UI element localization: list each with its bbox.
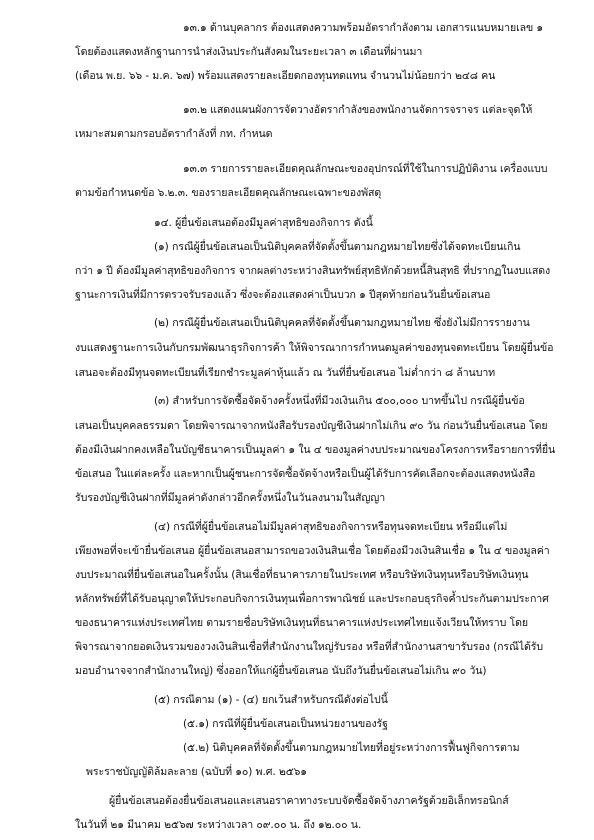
- text-line: งบประมาณที่ยื่นข้อเสนอในครั้งนั้น (สินเชื่อที่ธนาคารภายในประเทศ หรือบริษัทเงินทุนหรือบริษัทเงินทุน: [75, 569, 529, 581]
- text-line: ต้องมีเงินฝากคงเหลือในบัญชีธนาคารเป็นมูลค่า ๑ ใน ๔ ของมูลค่างบประมาณของโครงการหรือรายการที่ยื่น: [75, 444, 556, 456]
- text-line: เสนอจะต้องมีทุนจดทะเบียนที่เรียกชำระมูลค่าหุ้นแล้ว ณ วันที่ยื่นข้อเสนอ ไม่ต่ำกว่า ๘ ล้านบาท: [75, 367, 496, 379]
- text-line: ในวันที่ ๒๑ มีนาคม ๒๕๖๗ ระหว่างเวลา ๐๙.๐๐ น. ถึง ๑๒.๐๐ น.: [75, 819, 362, 831]
- text-line: โดยต้องแสดงหลักฐานการนำส่งเงินประกันสังคมในระยะเวลา ๓ เดือนที่ผ่านมา: [75, 46, 423, 58]
- text-line: (๓) สำหรับการจัดซื้อจัดจ้างครั้งหนึ่งที่มีวงเงินเกิน ๕๐๐,๐๐๐ บาทขึ้นไป กรณีผู้ยื่นข้อ: [154, 395, 525, 407]
- text-line: ข้อเสนอ ในแต่ละครั้ง และหากเป็นผู้ชนะการจัดซื้อจัดจ้างหรือเป็นผู้ได้รับการคัดเลือกจะต้องแสดงหนังสือ: [75, 468, 536, 480]
- text-line: ๑๓.๓ รายการรายละเอียดคุณลักษณะของอุปกรณ์ที่ใช้ในการปฏิบัติงาน เครื่องแบบ: [183, 163, 548, 175]
- text-line: มอบอำนาจจากสำนักงานใหญ่) ซึ่งออกให้แก่ผู้ยื่นข้อเสนอ นับถึงวันยื่นข้อเสนอไม่เกิน ๙๐ วัน): [75, 665, 487, 677]
- text-line: ผู้ยื่นข้อเสนอต้องยื่นข้อเสนอและเสนอราคาทางระบบจัดซื้อจัดจ้างภาครัฐด้วยอิเล็กทรอนิกส์: [109, 795, 509, 807]
- text-line: กว่า ๑ ปี ต้องมีมูลค่าสุทธิของกิจการ จากผลต่างระหว่างสินทรัพย์สุทธิหักด้วยหนี้สินสุทธิ ที่ปรากฏในงบแสดง: [75, 265, 551, 277]
- section-heading: ๑๔. ผู้ยื่นข้อเสนอต้องมีมูลค่าสุทธิของกิจการ ดังนี้: [154, 217, 373, 229]
- text-line: หลักทรัพย์ที่ได้รับอนุญาตให้ประกอบกิจการเงินทุนเพื่อการพาณิชย์ และประกอบธุรกิจค้ำประกันตามประกาศ: [75, 593, 549, 605]
- text-line: เพียงพอที่จะเข้ายื่นข้อเสนอ ผู้ยื่นข้อเสนอสามารถขอวงเงินสินเชื่อ โดยต้องมีวงเงินสินเชื่อ ๑ ใน ๔ ของมูลค่า: [75, 545, 550, 557]
- text-line: ของธนาคารแห่งประเทศไทย ตามรายชื่อบริษัทเงินทุนที่ธนาคารแห่งประเทศไทยแจ้งเวียนให้ทราบ โดย: [75, 617, 528, 629]
- text-line: เสนอเป็นบุคคลธรรมดา โดยพิจารณาจากหนังสือรับรองบัญชีเงินฝากไม่เกิน ๙๐ วัน ก่อนวันยื่นข้อเสนอ โดย: [75, 420, 548, 432]
- text-line: ฐานะการเงินที่มีการตรวจรับรองแล้ว ซึ่งจะต้องแสดงค่าเป็นบวก ๑ ปีสุดท้ายก่อนวันยื่นข้อเสนอ: [75, 289, 491, 301]
- text-line: (๒) กรณีผู้ยื่นข้อเสนอเป็นนิติบุคคลที่จัดตั้งขึ้นตามกฎหมายไทย ซึ่งยังไม่มีการรายงาน: [154, 317, 530, 329]
- text-line: งบแสดงฐานะการเงินกับกรมพัฒนาธุรกิจการค้า ให้พิจารณาการกำหนดมูลค่าของทุนจดทะเบียน โดยผู้ยื่นข้อ: [75, 342, 554, 354]
- text-line: (๕.๒) นิติบุคคลที่จัดตั้งขึ้นตามกฎหมายไทยที่อยู่ระหว่างการฟื้นฟูกิจการตาม: [183, 742, 520, 754]
- text-line: รับรองบัญชีเงินฝากที่มีมูลค่าดังกล่าวอีกครั้งหนึ่งในวันลงนามในสัญญา: [75, 492, 386, 504]
- text-line: (๕) กรณีตาม (๑) - (๔) ยกเว้นสำหรับกรณีดังต่อไปนี้: [154, 694, 388, 706]
- text-line: เหมาะสมตามกรอบอัตรากำลังที่ กท. กำหนด: [75, 128, 273, 140]
- text-line: (๕.๑) กรณีที่ผู้ยื่นข้อเสนอเป็นหน่วยงานของรัฐ: [183, 718, 388, 730]
- text-line: พระราชบัญญัติล้มละลาย (ฉบับที่ ๑๐) พ.ศ. ๒๕๖๑: [86, 766, 307, 778]
- text-line: (๑) กรณีผู้ยื่นข้อเสนอเป็นนิติบุคคลที่จัดตั้งขึ้นตามกฎหมายไทยซึ่งได้จดทะเบียนเกิน: [154, 241, 521, 253]
- text-line: พิจารณาจากยอดเงินรวมของวงเงินสินเชื่อที่สำนักงานใหญ่รับรอง หรือที่สำนักงานสาขารับรอง (กรณีได้รับ: [75, 641, 543, 653]
- text-line: ๑๓.๒ แสดงแผนผังการจัดวางอัตรากำลังของพนักงานจัดการจราจร แต่ละจุดให้: [183, 104, 533, 116]
- text-line: ๑๓.๑ ด้านบุคลากร ต้องแสดงความพร้อมอัตรากำลังตาม เอกสารแนบหมายเลข ๑: [183, 22, 544, 34]
- text-line: (๔) กรณีที่ผู้ยื่นข้อเสนอไม่มีมูลค่าสุทธิของกิจการหรือทุนจดทะเบียน หรือมีแต่ไม่: [154, 521, 508, 533]
- text-line: ตามข้อกำหนดข้อ ๖.๒.๓. ของรายละเอียดคุณลักษณะเฉพาะของพัสดุ: [75, 187, 382, 199]
- text-line: (เดือน พ.ย. ๖๖ - ม.ค. ๖๗) พร้อมแสดงรายละเอียดกองทุนทดแทน จำนวนไม่น้อยกว่า ๒๔๘ คน: [75, 70, 496, 82]
